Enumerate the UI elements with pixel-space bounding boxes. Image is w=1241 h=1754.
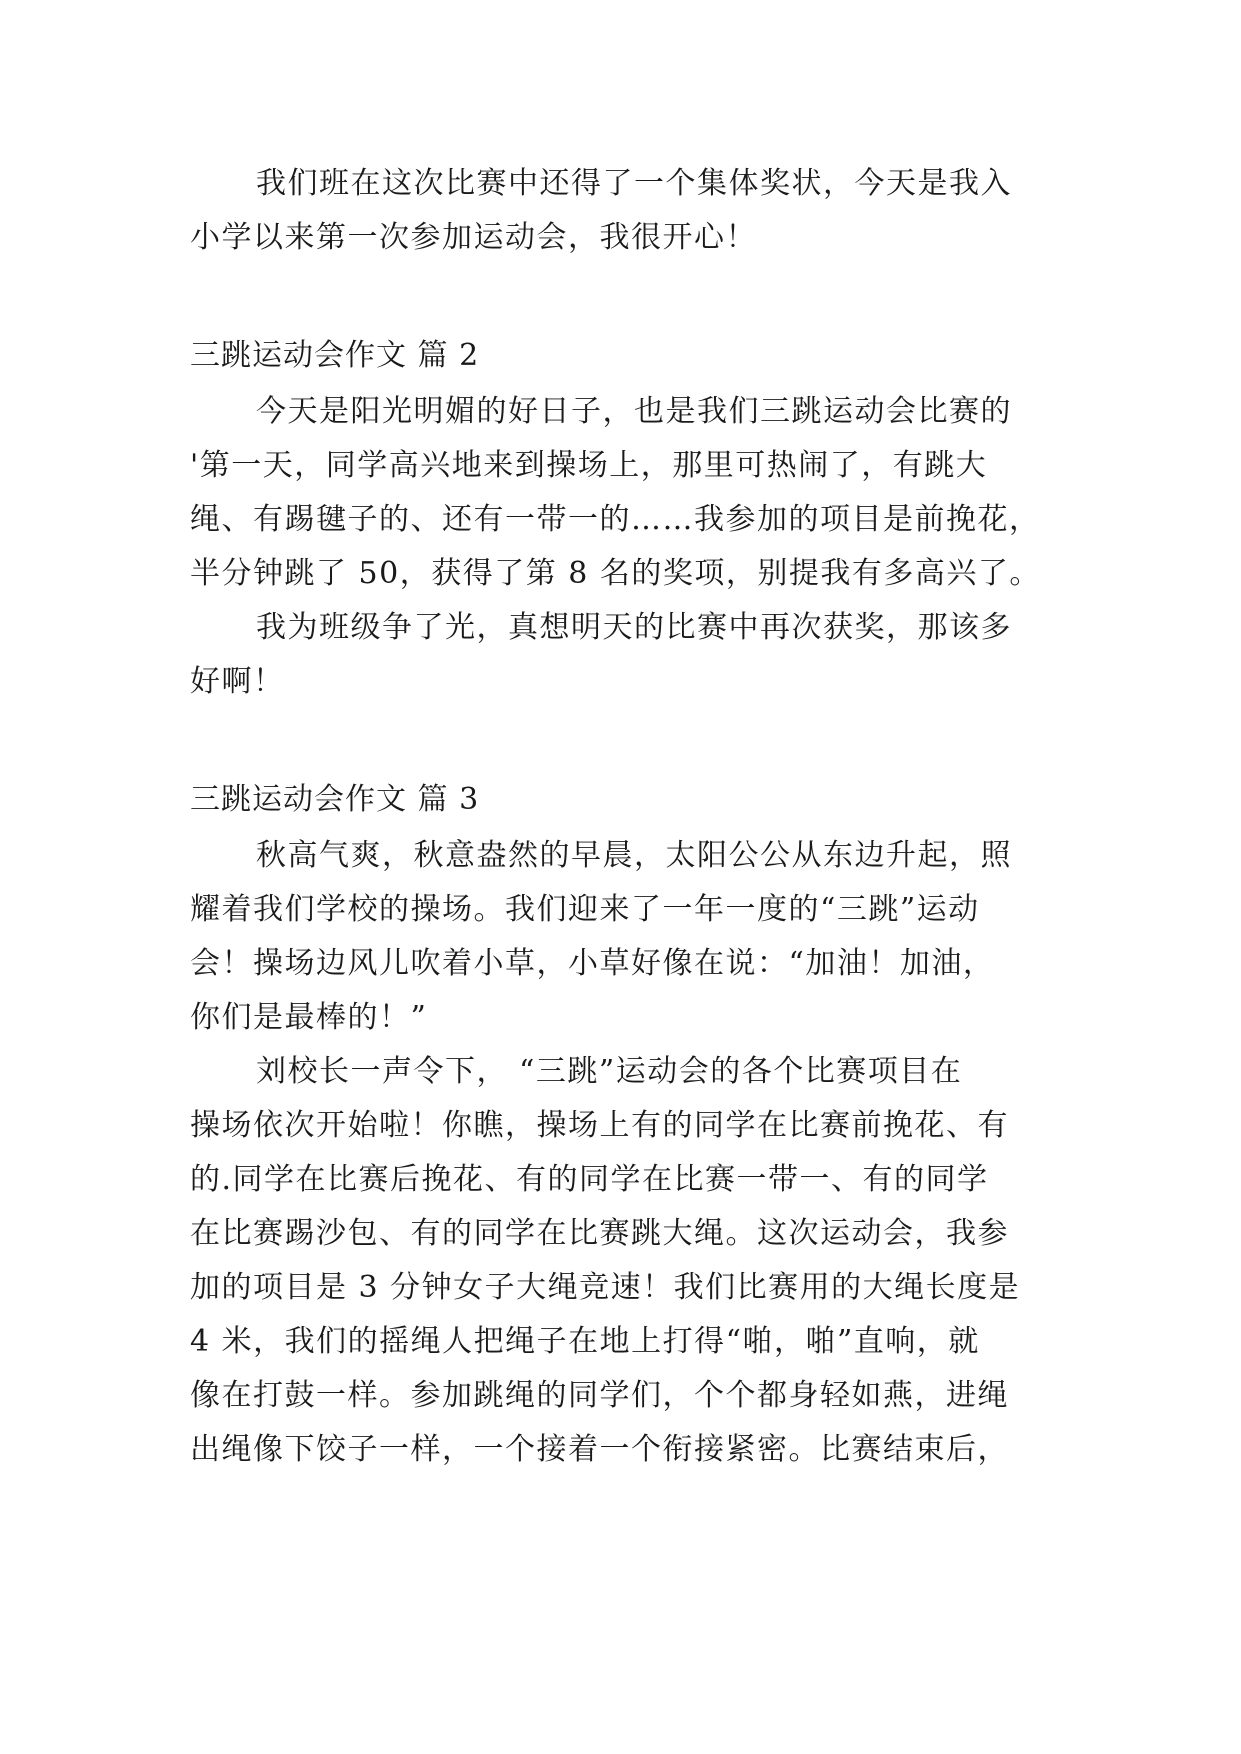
paragraph-line: 加的项目是 3 分钟女子大绳竞速！我们比赛用的大绳长度是 xyxy=(190,1270,1021,1305)
paragraph-line: 出绳像下饺子一样，一个接着一个衔接紧密。比赛结束后， xyxy=(190,1432,1009,1467)
paragraph-line: 你们是最棒的！” xyxy=(190,1000,428,1035)
paragraph-line: 我为班级争了光，真想明天的比赛中再次获奖，那该多 xyxy=(256,610,1012,645)
paragraph-line: 在比赛踢沙包、有的同学在比赛跳大绳。这次运动会，我参 xyxy=(190,1216,1009,1251)
paragraph-line: 半分钟跳了 50，获得了第 8 名的奖项，别提我有多高兴了。 xyxy=(190,556,1041,591)
paragraph-line: 今天是阳光明媚的好日子，也是我们三跳运动会比赛的 xyxy=(256,394,1012,429)
paragraph-line: 我们班在这次比赛中还得了一个集体奖状，今天是我入 xyxy=(256,166,1012,201)
paragraph-line: '第一天，同学高兴地来到操场上，那里可热闹了，有跳大 xyxy=(190,448,988,483)
paragraph-line: 的.同学在比赛后挽花、有的同学在比赛一带一、有的同学 xyxy=(190,1162,989,1197)
paragraph-line: 刘校长一声令下， “三跳”运动会的各个比赛项目在 xyxy=(256,1054,963,1089)
paragraph-line: 耀着我们学校的操场。我们迎来了一年一度的“三跳”运动 xyxy=(190,892,980,927)
section-heading: 三跳运动会作文 篇 2 xyxy=(190,338,480,373)
paragraph-line: 会！操场边风儿吹着小草，小草好像在说：“加油！加油， xyxy=(190,946,995,981)
paragraph-line: 好啊！ xyxy=(190,664,285,699)
paragraph-line: 操场依次开始啦！你瞧，操场上有的同学在比赛前挽花、有 xyxy=(190,1108,1009,1143)
paragraph-line: 绳、有踢毽子的、还有一带一的……我参加的项目是前挽花， xyxy=(190,502,1041,537)
section-heading: 三跳运动会作文 篇 3 xyxy=(190,782,480,817)
paragraph-line: 秋高气爽，秋意盎然的早晨，太阳公公从东边升起，照 xyxy=(256,838,1012,873)
paragraph-line: 小学以来第一次参加运动会，我很开心！ xyxy=(190,220,757,255)
paragraph-line: 像在打鼓一样。参加跳绳的同学们，个个都身轻如燕，进绳 xyxy=(190,1378,1009,1413)
paragraph-line: 4 米，我们的摇绳人把绳子在地上打得“啪，啪”直响，就 xyxy=(190,1324,980,1359)
